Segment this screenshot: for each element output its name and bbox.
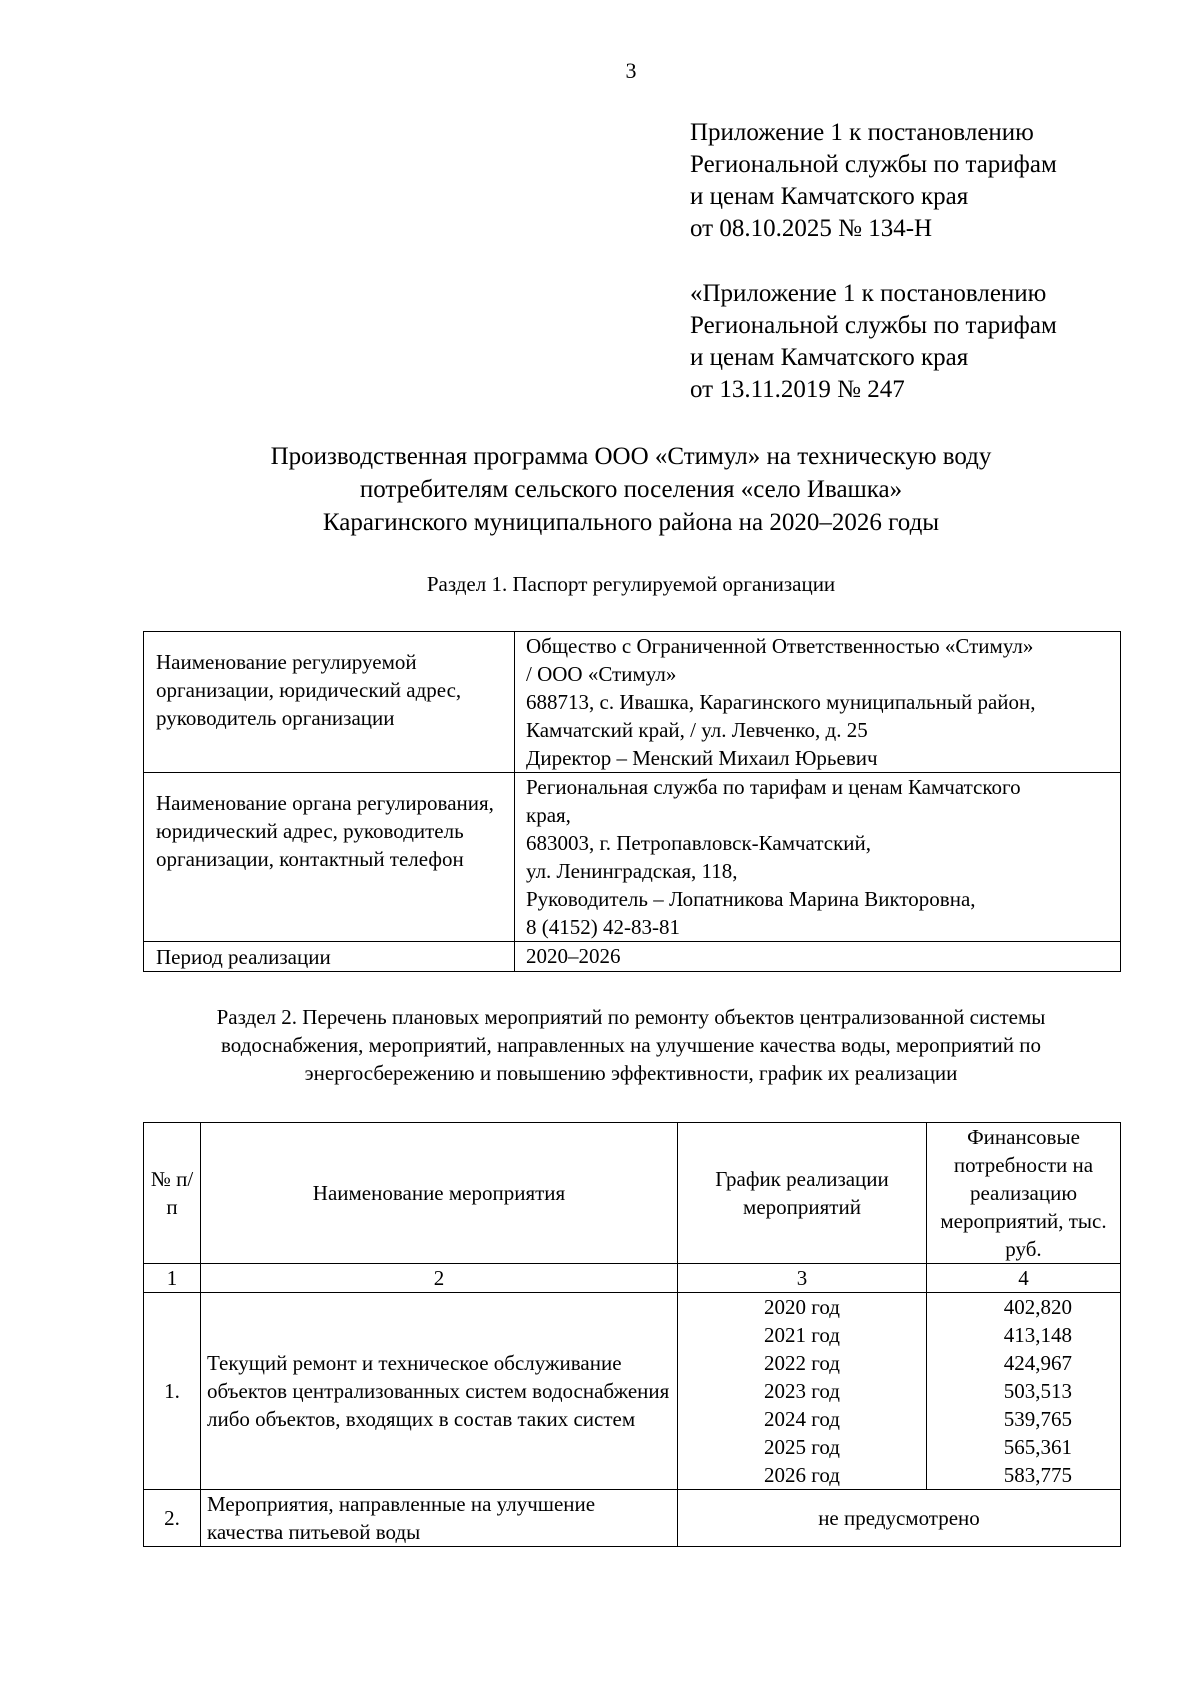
value-line: ул. Ленинградская, 118, [526,859,738,883]
value-line: 688713, с. Ивашка, Карагинского муниципальный район, [526,690,1036,714]
year-value: 2024 год [764,1407,840,1431]
value-line: Общество с Ограниченной Ответственностью «Стимул» [526,634,1034,658]
amount-value: 539,765 [1003,1407,1072,1431]
value-line: / ООО «Стимул» [526,662,677,686]
value-line: Руководитель – Лопатникова Марина Викторовна, [526,887,976,911]
header-schedule: График реализации мероприятий [678,1123,927,1264]
table-row [144,773,1121,942]
header-finance: Финансовые потребности на реализацию мероприятий, тыс. руб. [927,1123,1121,1264]
value-line: Камчатский край, / ул. Левченко, д. 25 [526,718,868,742]
amount-value: 424,967 [1003,1351,1072,1375]
title-line: Карагинского муниципального района на 2020–2026 годы [322,509,940,536]
title-line: Производственная программа ООО «Стимул» на техническую воду [270,443,992,470]
page-number: 3 [625,58,637,83]
column-number-row [144,1264,1121,1293]
row-number: 2. [144,1490,201,1547]
header-name: Наименование мероприятия [201,1123,678,1264]
merged-value-cell: не предусмотрено [678,1490,1121,1547]
table-row [144,1293,1121,1490]
amount-value: 413,148 [1003,1323,1072,1347]
section2-title-line: водоснабжения, мероприятий, направленных на улучшение качества воды, мероприятий по [221,1033,1041,1057]
appendix-line: Региональной службы по тарифам [690,312,1057,339]
year-value: 2020 год [764,1295,840,1319]
appendix-line: «Приложение 1 к постановлению [690,280,1047,307]
value-line: Региональная служба по тарифам и ценам Камчатского [526,775,1021,799]
measure-name: Мероприятия, направленные на улучшение качества питьевой воды [201,1490,678,1547]
row-label: Наименование регулируемой организации, юридический адрес, руководитель организации [144,632,515,773]
column-number: 1 [144,1264,201,1293]
schedule-cell [678,1293,927,1490]
measure-name: Текущий ремонт и техническое обслуживание объектов централизованных систем водоснабжения либо объектов, входящих в состав таких систем [201,1293,678,1490]
table-row [144,632,1121,773]
year-value: 2022 год [764,1351,840,1375]
year-value: 2021 год [764,1323,840,1347]
year-value: 2023 год [764,1379,840,1403]
organization-passport-table [143,631,1121,972]
row-number: 1. [144,1293,201,1490]
row-value [515,773,1121,942]
value-line: 8 (4152) 42-83-81 [526,915,680,939]
section2-title-line: энергосбережению и повышению эффективности, график их реализации [304,1061,958,1085]
document-title [0,440,1200,539]
value-line: 2020–2026 [526,944,621,968]
column-number: 4 [927,1264,1121,1293]
value-line: края, [526,803,571,827]
appendix-line: от 13.11.2019 № 247 [690,376,905,403]
appendix-line: Приложение 1 к постановлению [690,119,1034,146]
year-value: 2025 год [764,1435,840,1459]
row-label: Наименование органа регулирования, юридический адрес, руководитель организации, контактный телефон [144,773,515,942]
column-number: 3 [678,1264,927,1293]
section2-title [0,1003,1200,1087]
section1-title: Раздел 1. Паспорт регулируемой организации [426,572,836,596]
amount-value: 565,361 [1003,1435,1072,1459]
title-line: потребителям сельского поселения «село Ивашка» [359,476,903,503]
amount-value: 583,775 [1003,1463,1072,1487]
appendix-header-current [690,117,1057,245]
table-row [144,942,1121,972]
table-row [144,1490,1121,1547]
row-value [515,942,1121,972]
section2-title-line: Раздел 2. Перечень плановых мероприятий по ремонту объектов централизованной системы [216,1005,1046,1029]
finance-cell [927,1293,1121,1490]
amount-value: 402,820 [1003,1295,1072,1319]
appendix-line: Региональной службы по тарифам [690,151,1057,178]
column-number: 2 [201,1264,678,1293]
appendix-line: и ценам Камчатского края [690,344,969,371]
year-value: 2026 год [764,1463,840,1487]
header-number: № п/п [144,1123,201,1264]
row-label: Период реализации [144,942,515,972]
appendix-line: от 08.10.2025 № 134-Н [690,215,933,242]
value-line: Директор – Менский Михаил Юрьевич [526,746,878,770]
appendix-header-original [690,278,1057,406]
value-line: 683003, г. Петропавловск-Камчатский, [526,831,872,855]
amount-value: 503,513 [1003,1379,1072,1403]
row-value [515,632,1121,773]
table-header-row [144,1123,1121,1264]
appendix-line: и ценам Камчатского края [690,183,969,210]
measures-table [143,1122,1121,1547]
